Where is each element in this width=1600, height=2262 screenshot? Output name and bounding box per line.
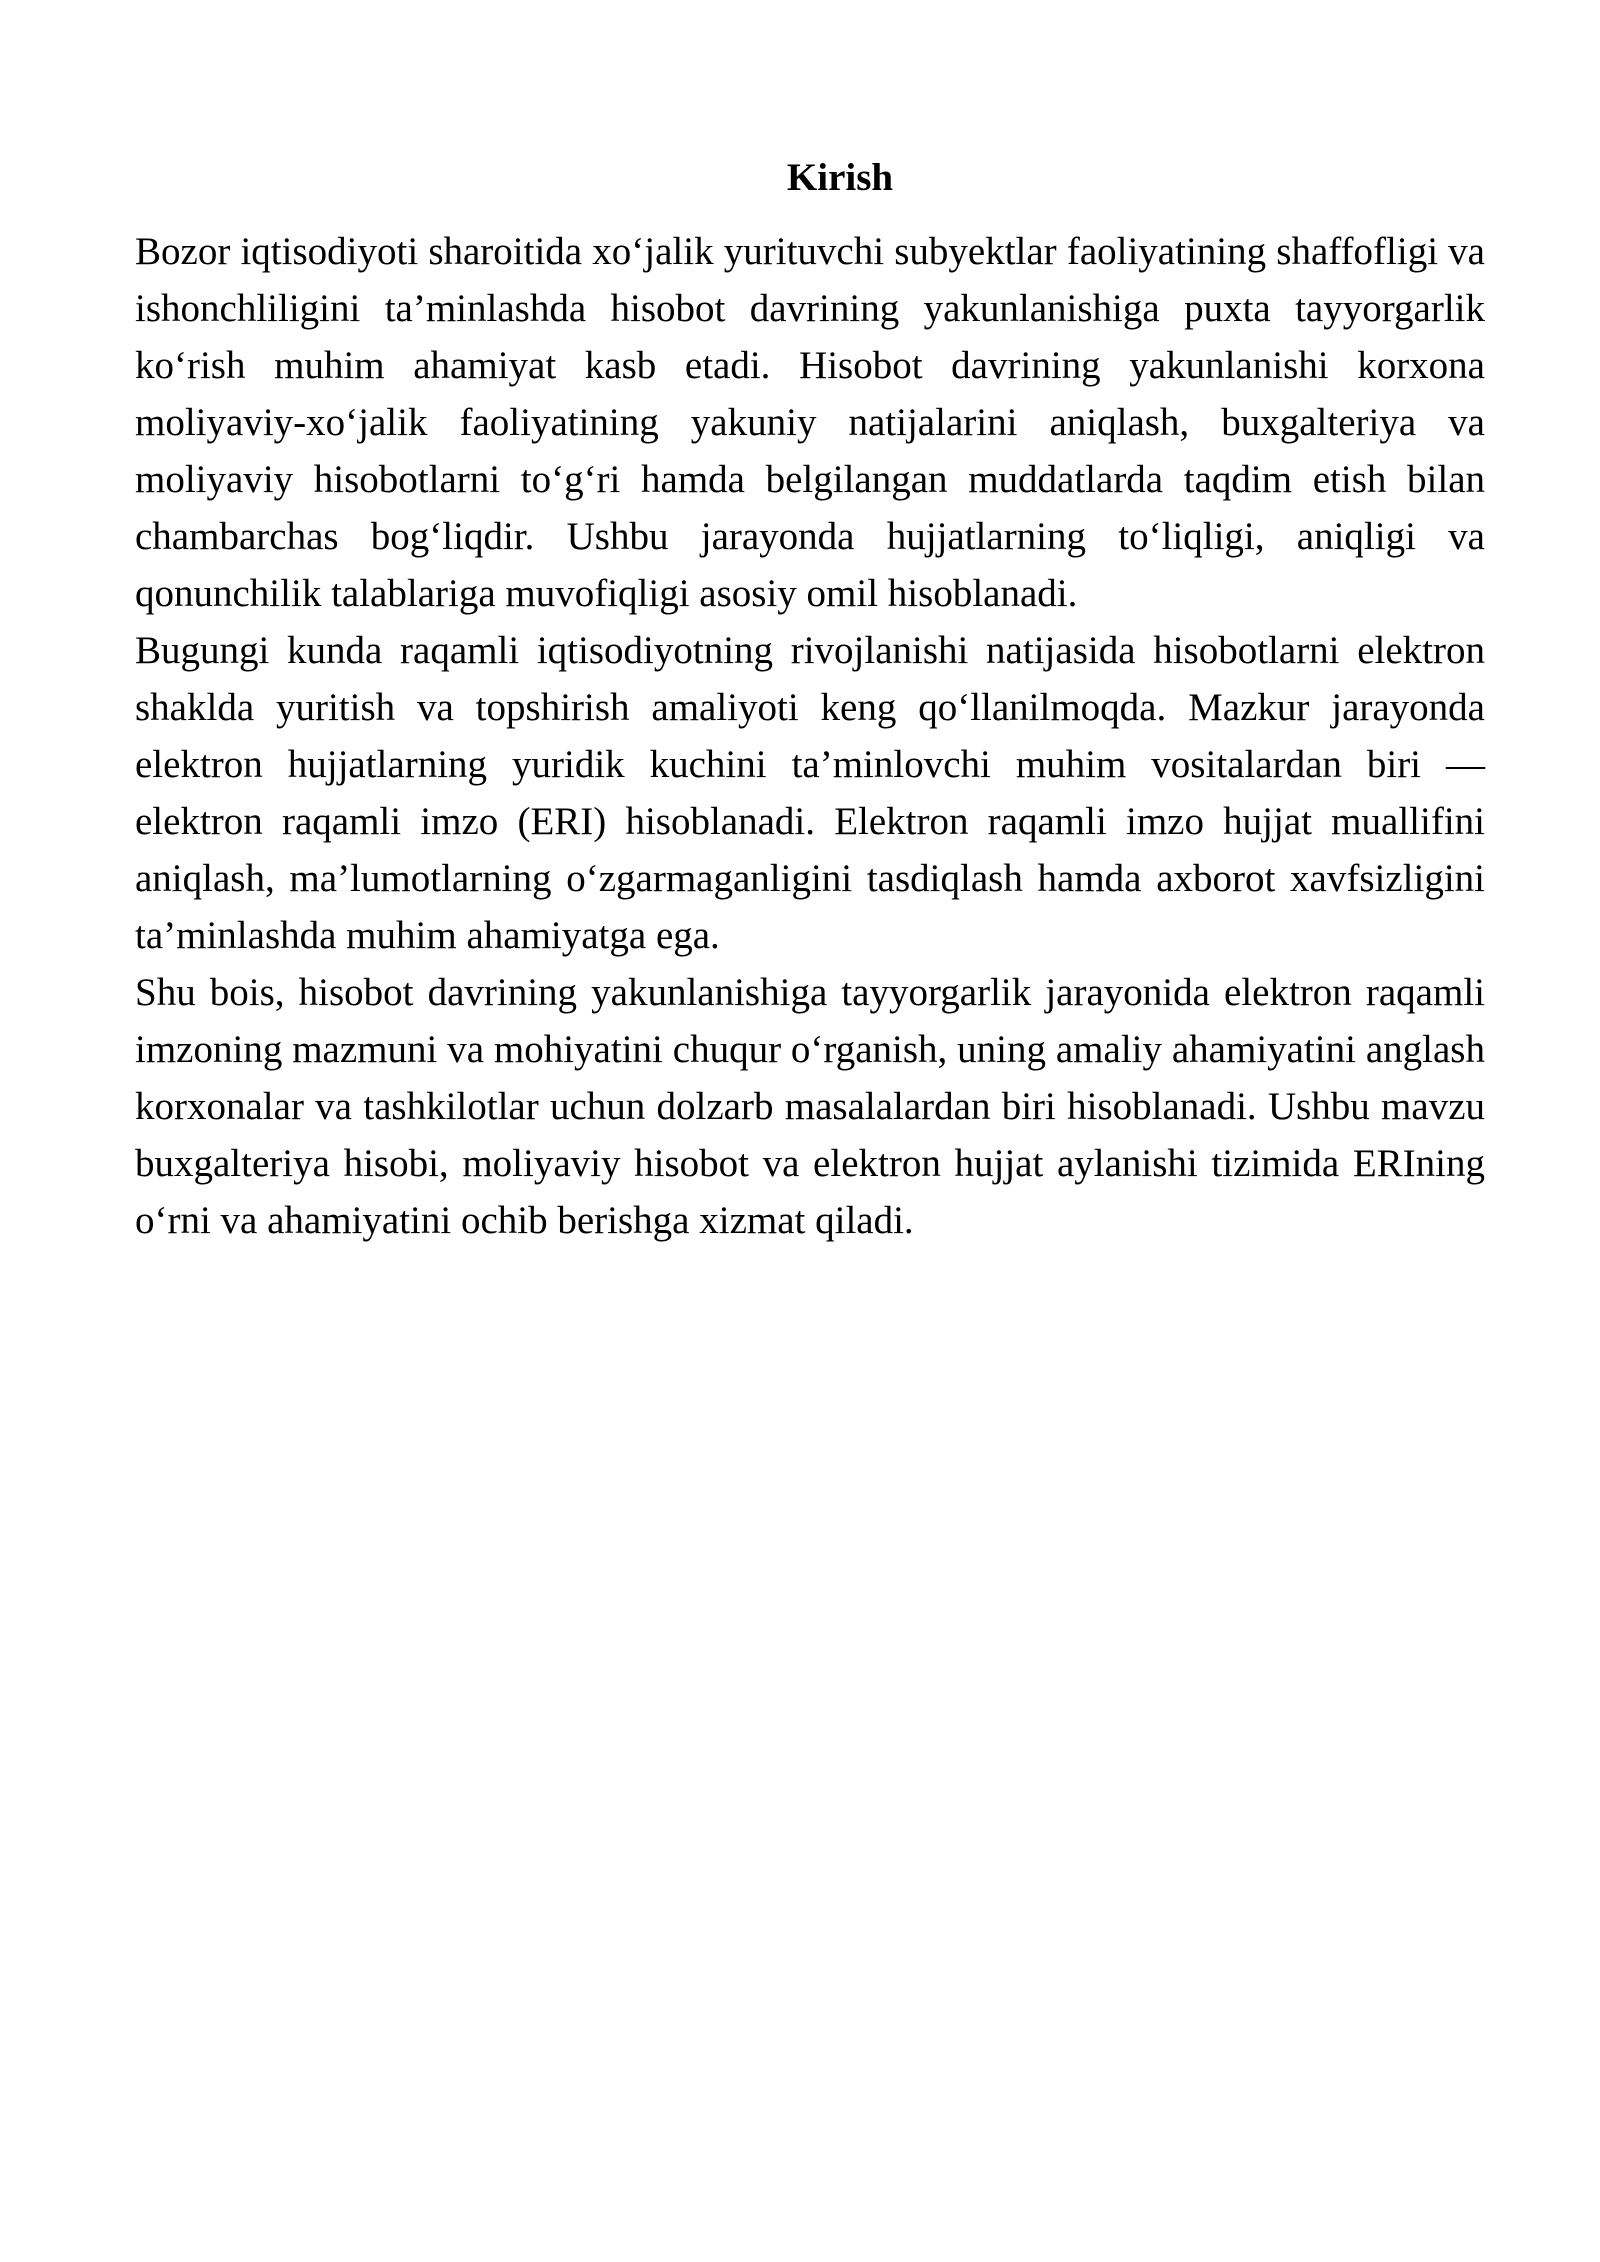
paragraph-2: Bugungi kunda raqamli iqtisodiyotning rivojlanishi natijasida hisobotlarni elektron shaklda yuritish va topshirish amaliyoti keng qo‘llanilmoqda. Mazkur jarayonda elektron hujjatlarning yuridik kuchini ta’minlovchi muhim vositalardan biri — elektron raqamli imzo (ERI) hisoblanadi. Elektron raqamli imzo hujjat muallifini aniqlash, ma’lumotlarning o‘zgarmaganligini tasdiqlash hamda axborot xavfsizligini ta’minlashda muhim ahamiyatga ega. — [135, 629, 1485, 957]
document-body — [135, 150, 1485, 1249]
paragraph-3: Shu bois, hisobot davrining yakunlanishiga tayyorgarlik jarayonida elektron raqamli imzoning mazmuni va mohiyatini chuqur o‘rganish, uning amaliy ahamiyatini anglash korxonalar va tashkilotlar uchun dolzarb masalalardan biri hisoblanadi. Ushbu mavzu buxgalteriya hisobi, moliyaviy hisobot va elektron hujjat aylanishi tizimida ERIning o‘rni va ahamiyatini ochib berishga xizmat qiladi. — [135, 971, 1485, 1242]
page-title: Kirish — [786, 156, 894, 199]
paragraph-1: Bozor iqtisodiyoti sharoitida xo‘jalik yurituvchi subyektlar faoliyatining shaffofligi va ishonchliligini ta’minlashda hisobot davrining yakunlanishiga puxta tayyorgarlik ko‘rish muhim ahamiyat kasb etadi. Hisobot davrining yakunlanishi korxona moliyaviy-xo‘jalik faoliyatining yakuniy natijalarini aniqlash, buxgalteriya va moliyaviy hisobotlarni to‘g‘ri hamda belgilangan muddatlarda taqdim etish bilan chambarchas bog‘liqdir. Ushbu jarayonda hujjatlarning to‘liqligi, aniqligi va qonunchilik talablariga muvofiqligi asosiy omil hisoblanadi. — [135, 230, 1485, 615]
